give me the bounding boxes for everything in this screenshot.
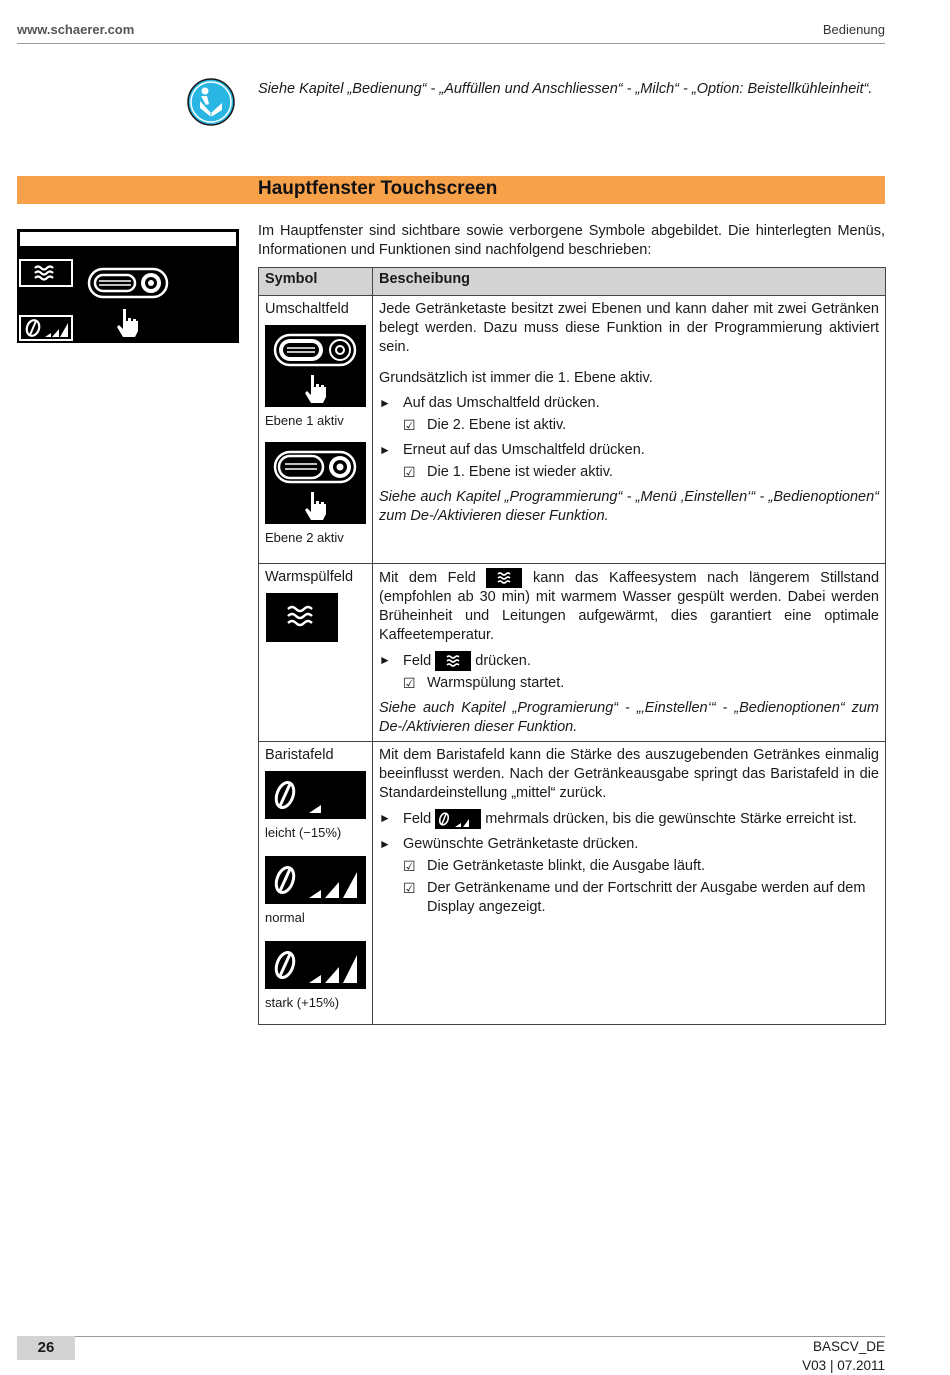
warm-action-after: drücken. [475,652,531,669]
barista-result-1-text: Die Getränketaste blinkt, die Ausgabe läuft. [427,858,706,874]
action-arrow-icon: ► [379,837,391,851]
warm-rinse-field-icon [19,259,73,287]
barista-strong-illustration [265,941,366,989]
header-section: Bedienung [822,22,885,37]
barista-action-2 [379,835,879,854]
symbol-cell-baristafeld [259,742,373,1025]
umschalt-paragraph-1: Jede Getränketaste besitzt zwei Ebenen und kann daher mit zwei Getränken belegt werden. Dazu muss diese Funktion in der Programmierung aktiviert sein. [379,301,879,355]
barista-result-2 [379,879,879,917]
warm-result [379,674,879,693]
inline-barista-icon [435,809,481,829]
warm-see-also: Siehe auch Kapitel „Programierung“ - „‚Einstellen‘“ - „Bedienoptionen“ zum De-/Aktivieren dieser Funktion. [379,700,879,735]
symbol-table [258,267,886,1025]
symbol-name-warmspuelfeld: Warmspülfeld [265,569,354,585]
footer-divider [75,1336,885,1337]
caption-barista-strong: stark (+15%) [265,995,340,1010]
table-header-description: Bescheibung [373,268,886,296]
warm-paragraph-1-after: kann das Kaffeesystem nach längerem Stillstand (empfohlen ab 30 min) mit warmem Wasser gespült werden. Dabei werden Brüheinheit und Leitungen aufgewärmt, dies garantiert eine optimale Kaffeetemperatur. [379,569,880,643]
umschalt-result-2-text: Die 1. Ebene ist wieder aktiv. [427,464,613,480]
barista-field-icon [19,315,73,341]
header-site: www.schaerer.com [17,22,135,37]
table-row-baristafeld [259,742,886,1025]
reference-book-icon [186,77,236,127]
checkbox-icon: ☑ [403,417,416,433]
inline-warm-rinse-icon [435,651,471,671]
barista-action-1-before: Feld [403,810,432,827]
level-1-toggle-illustration [265,325,366,407]
barista-result-2-text: Der Getränkename und der Fortschritt der Ausgabe werden auf dem Display angezeigt. [427,880,866,915]
caption-level-2: Ebene 2 aktiv [265,530,344,545]
umschalt-action-2 [379,441,879,460]
description-cell-baristafeld [373,742,886,1025]
table-header-row [259,268,886,296]
description-cell-umschaltfeld [373,296,886,564]
touchscreen-main-window-illustration [17,229,239,343]
warm-action [379,651,879,671]
action-arrow-icon: ► [379,811,391,825]
screen-status-bar [20,232,236,246]
symbol-cell-warmspuelfeld [259,564,373,742]
barista-action-1-after: mehrmals drücken, bis die gewünschte Stärke erreicht ist. [485,810,857,827]
warm-paragraph-1 [379,568,879,645]
barista-paragraph-1: Mit dem Baristafeld kann die Stärke des auszugebenden Getränkes einmalig beeinflusst werden. Nach der Getränkeausgabe springt das Baristafeld in die Standardeinstellung „mittel“ zurück. [379,747,879,801]
umschalt-paragraph-2: Grundsätzlich ist immer die 1. Ebene aktiv. [379,370,653,386]
checkbox-icon: ☑ [403,880,416,896]
symbol-name-umschaltfeld: Umschaltfeld [265,301,349,317]
checkbox-icon: ☑ [403,858,416,874]
barista-result-1 [379,857,879,876]
footer-document-code: BASCV_DE [812,1339,885,1354]
intro-paragraph: Im Hauptfenster sind sichtbare sowie verborgene Symbole abgebildet. Die hinterlegten Menüs, Informationen und Funktionen sind nachfolgend beschrieben: [258,223,885,258]
barista-light-illustration [265,771,366,819]
checkbox-icon: ☑ [403,464,416,480]
action-arrow-icon: ► [379,443,391,457]
inline-warm-rinse-icon [486,568,522,588]
table-header-symbol: Symbol [259,268,373,296]
caption-barista-normal: normal [265,910,305,925]
warm-result-text: Warmspülung startet. [427,675,565,691]
umschalt-result-1-text: Die 2. Ebene ist aktiv. [427,417,567,433]
action-arrow-icon: ► [379,653,391,667]
header-divider [17,43,885,44]
umschalt-result-1 [379,416,879,435]
barista-normal-illustration [265,856,366,904]
barista-action-2-text: Gewünschte Getränketaste drücken. [403,836,639,852]
description-cell-warmspuelfeld [373,564,886,742]
checkbox-icon: ☑ [403,675,416,691]
umschalt-action-1 [379,394,879,413]
barista-action-1 [379,809,879,829]
warm-paragraph-1-before: Mit dem Feld [379,569,476,586]
section-title: Hauptfenster Touchscreen [258,178,498,199]
table-row-warmspuelfeld [259,564,886,742]
umschalt-action-1-text: Auf das Umschaltfeld drücken. [403,395,600,411]
warm-rinse-illustration [266,593,338,642]
caption-barista-light: leicht (−15%) [265,825,342,840]
reference-note: Siehe Kapitel „Bedienung“ - „Auffüllen und Anschliessen“ - „Milch“ - „Option: Beistellkühleinheit“. [258,81,873,97]
pointing-hand-icon [115,307,141,339]
footer-page-number: 26 [37,1339,55,1356]
caption-level-1: Ebene 1 aktiv [265,413,344,428]
table-row-umschaltfeld [259,296,886,564]
level-2-toggle-illustration [265,442,366,524]
umschalt-action-2-text: Erneut auf das Umschaltfeld drücken. [403,442,645,458]
umschalt-see-also: Siehe auch Kapitel „Programmierung“ - „Menü ‚Einstellen‘“ - „Bedienoptionen“ zum De-/Aktivieren dieser Funktion. [379,489,879,524]
umschalt-result-2 [379,463,879,482]
level-toggle-icon [87,265,171,301]
footer-version: V03 | 07.2011 [802,1358,885,1373]
symbol-cell-umschaltfeld [259,296,373,564]
warm-action-before: Feld [403,652,432,669]
symbol-name-baristafeld: Baristafeld [265,747,334,763]
action-arrow-icon: ► [379,396,391,410]
